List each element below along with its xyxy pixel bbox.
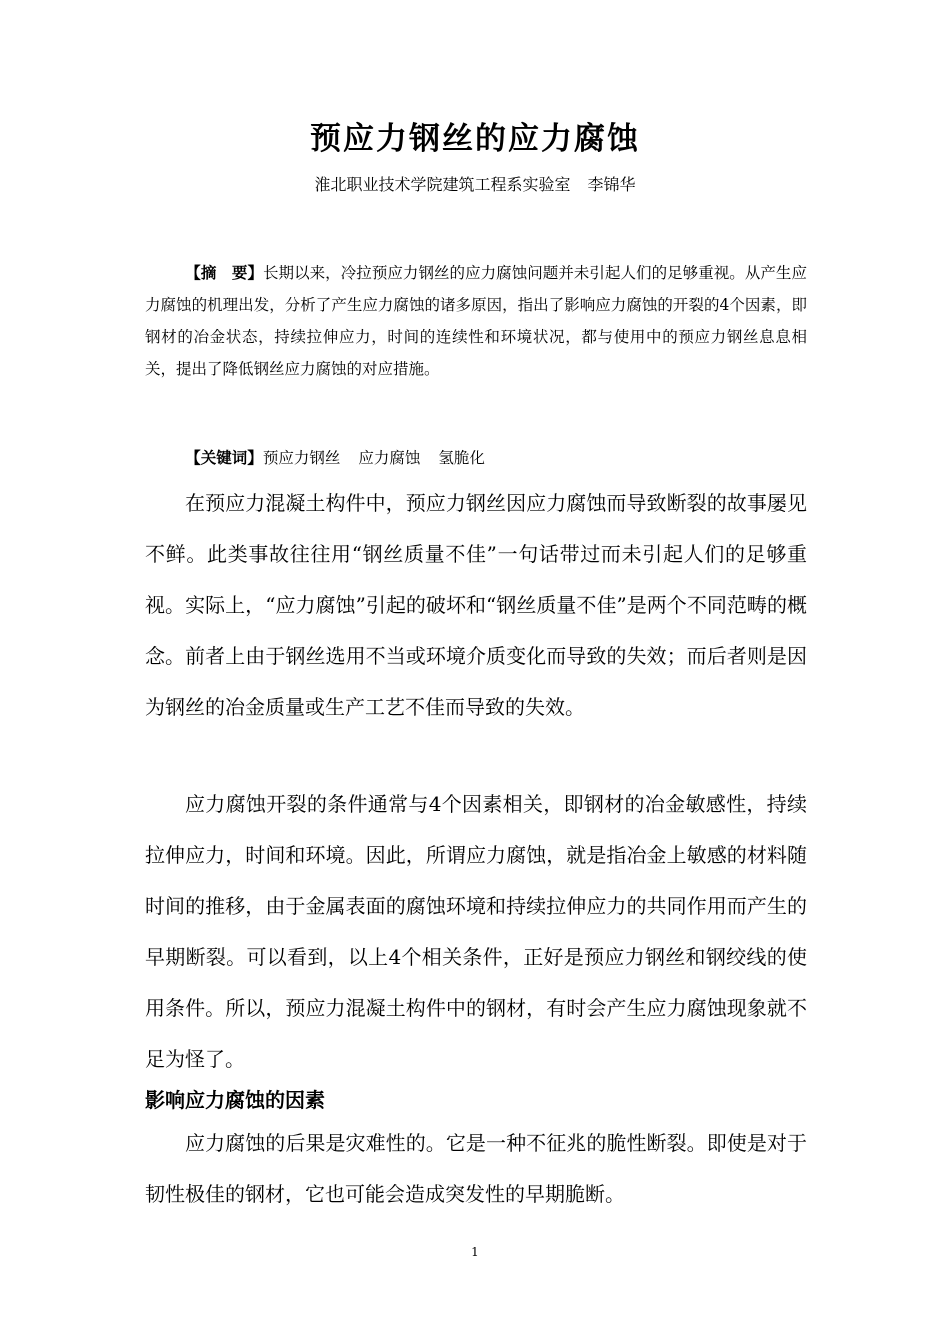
body-paragraph: 应力腐蚀开裂的条件通常与4个因素相关，即钢材的冶金敏感性，持续拉伸应力，时间和环境。因此，所谓应力腐蚀，就是指冶金上敏感的材料随时间的推移，由于金属表面的腐蚀环境和持续拉伸应力的共同作用而产生的早期断裂。可以看到，以上4个相关条件，正好是预应力钢丝和钢绞线的使用条件。所以，预应力混凝土构件中的钢材，有时会产生应力腐蚀现象就不足为怪了。 <box>145 792 807 1071</box>
paper-title: 预应力钢丝的应力腐蚀 <box>310 121 640 157</box>
keyword: 应力腐蚀 <box>358 449 421 467</box>
author-affiliation: 淮北职业技术学院建筑工程系实验室 <box>314 175 571 194</box>
author-name: 李锦华 <box>587 175 636 194</box>
keyword: 氢脆化 <box>438 449 485 467</box>
keywords <box>145 442 807 474</box>
abstract-text: 长期以来，冷拉预应力钢丝的应力腐蚀问题并未引起人们的足够重视。从产生应力腐蚀的机理出发，分析了产生应力腐蚀的诸多原因，指出了影响应力腐蚀的开裂的4个因素，即钢材的冶金状态，持续拉伸应力，时间的连续性和环境状况，都与使用中的预应力钢丝息息相关，提出了降低钢丝应力腐蚀的对应措施。 <box>145 264 807 378</box>
section-heading: 影响应力腐蚀的因素 <box>145 1088 325 1112</box>
body-paragraph: 应力腐蚀的后果是灾难性的。它是一种不征兆的脆性断裂。即使是对于韧性极佳的钢材，它也可能会造成突发性的早期脆断。 <box>145 1131 807 1206</box>
body-paragraph: 在预应力混凝土构件中，预应力钢丝因应力腐蚀而导致断裂的故事屡见不鲜。此类事故往往用“钢丝质量不佳”一句话带过而未引起人们的足够重视。实际上，“应力腐蚀”引起的破坏和“钢丝质量不佳”是两个不同范畴的概念。前者上由于钢丝选用不当或环境介质变化而导致的失效；而后者则是因为钢丝的冶金质量或生产工艺不佳而导致的失效。 <box>145 491 807 719</box>
abstract <box>145 257 807 385</box>
author-line <box>0 172 950 198</box>
abstract-label: 【摘 要】 <box>185 264 264 282</box>
keywords-label: 【关键词】 <box>185 449 263 467</box>
page-number: 1 <box>471 1245 479 1259</box>
keyword: 预应力钢丝 <box>262 449 341 467</box>
